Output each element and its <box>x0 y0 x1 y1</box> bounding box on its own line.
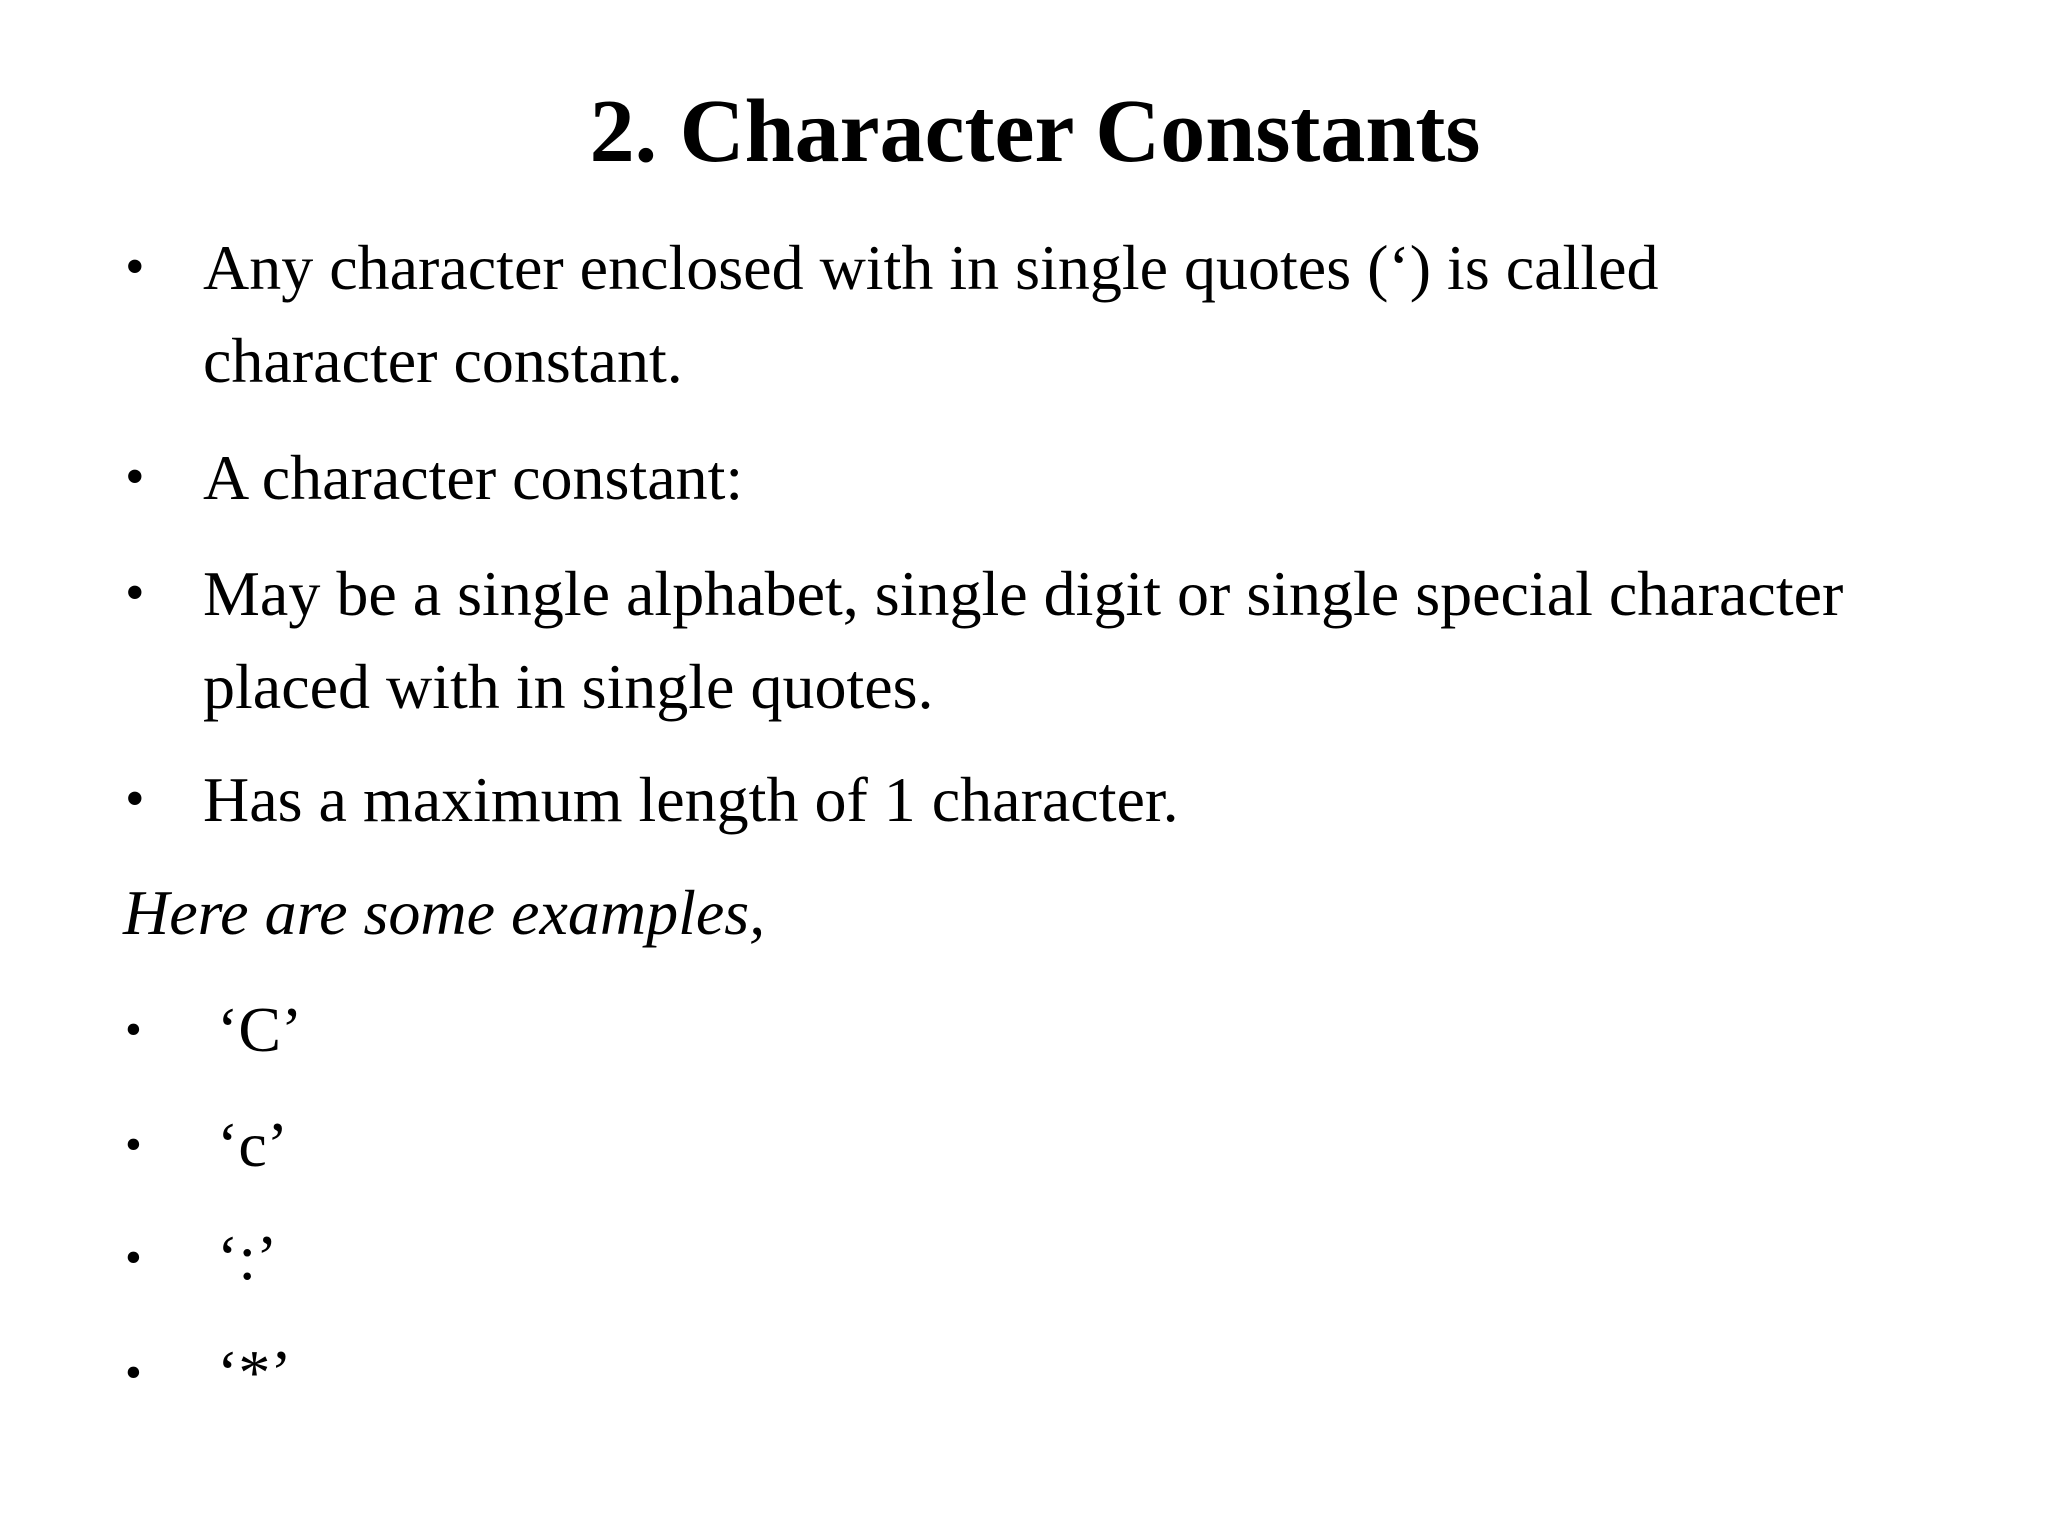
bullet-text: Has a maximum length of 1 character. <box>203 764 1179 835</box>
bullet-marker: • <box>125 1231 142 1284</box>
example-item <box>125 1326 292 1419</box>
bullet-text: A character constant: <box>203 442 744 513</box>
bullet-marker: • <box>125 1003 142 1056</box>
example-text: ‘c’ <box>217 1109 289 1180</box>
bullet-marker: • <box>125 236 145 298</box>
bullet-item <box>125 221 1885 407</box>
bullet-marker: • <box>125 1346 142 1399</box>
example-text: ‘C’ <box>217 994 303 1065</box>
bullet-item <box>125 547 1885 733</box>
bullet-marker: • <box>125 446 145 508</box>
slide-title: 2. Character Constants <box>589 82 1481 181</box>
bullet-text: Any character enclosed with in single quotes (‘) is called character constant. <box>203 232 1659 396</box>
example-text: ‘:’ <box>217 1222 278 1293</box>
examples-heading: Here are some examples, <box>123 877 766 948</box>
example-item <box>125 1211 277 1304</box>
bullet-marker: • <box>125 562 145 624</box>
bullet-marker: • <box>125 768 145 830</box>
bullet-item <box>125 753 1885 846</box>
example-item <box>125 1098 288 1191</box>
bullet-item <box>125 431 1885 524</box>
bullet-marker: • <box>125 1118 142 1171</box>
example-text: ‘*’ <box>217 1337 292 1408</box>
bullet-text: May be a single alphabet, single digit or single special character placed with in single quotes. <box>203 558 1844 722</box>
example-item <box>125 983 302 1076</box>
